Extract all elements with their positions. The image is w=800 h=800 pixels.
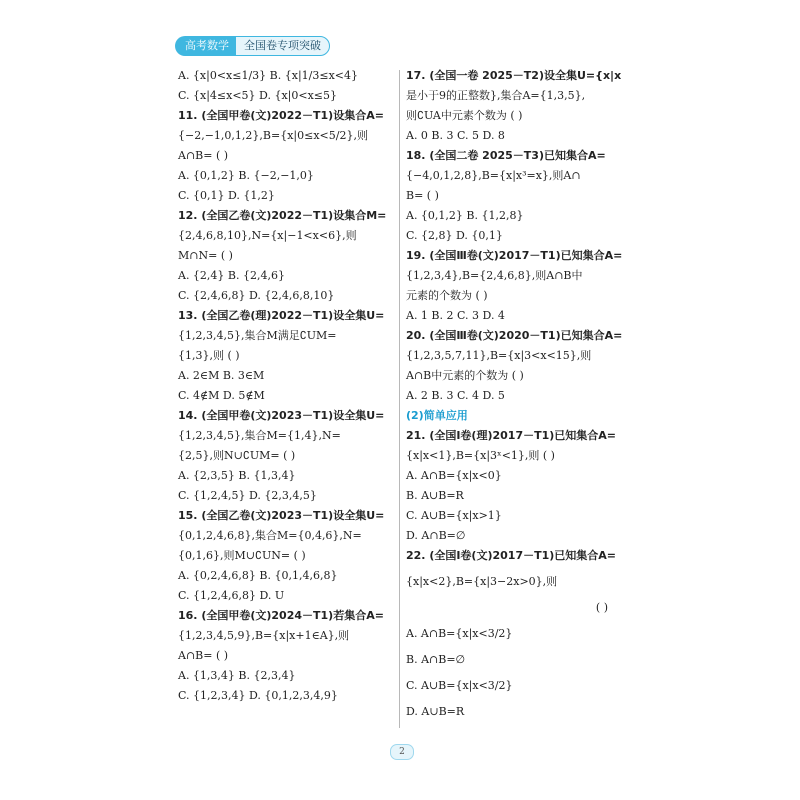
text-line: C. {1,2,4,5} D. {2,3,4,5}	[178, 489, 317, 502]
question-12: 12. (全国乙卷(文)2022－T1)设集合M=	[178, 209, 387, 222]
question-19: 19. (全国Ⅲ卷(文)2017－T1)已知集合A=	[406, 249, 623, 262]
series-badge: 全国卷专项突破	[235, 36, 330, 56]
text-line: C. A∪B={x|x<3/2}	[406, 679, 513, 692]
column-divider	[399, 70, 400, 728]
text-line: A. 1 B. 2 C. 3 D. 4	[406, 309, 505, 322]
text-line: {1,2,3,4,5},集合M={1,4},N=	[178, 429, 341, 442]
text-line: B. A∩B=∅	[406, 653, 466, 666]
text-line: {0,1,2,4,6,8},集合M={0,4,6},N=	[178, 529, 362, 542]
text-line: A. A∩B={x|x<0}	[406, 469, 502, 482]
text-line: A∩B= ( )	[178, 149, 229, 162]
text-line: A. {x|0<x≤1/3} B. {x|1/3≤x<4}	[178, 69, 359, 82]
text-line: {1,2,3,5,7,11},B={x|3<x<15},则	[406, 349, 592, 362]
text-line: 则∁UA中元素个数为 ( )	[406, 109, 523, 122]
text-line: {1,2,3,4},B={2,4,6,8},则A∩B中	[406, 269, 583, 282]
question-18: 18. (全国二卷 2025－T3)已知集合A=	[406, 149, 606, 162]
text-line: C. {2,4,6,8} D. {2,4,6,8,10}	[178, 289, 335, 302]
subject-badge: 高考数学	[175, 36, 235, 56]
text-line: C. {1,2,3,4} D. {0,1,2,3,4,9}	[178, 689, 338, 702]
question-14: 14. (全国甲卷(文)2023－T1)设全集U=	[178, 409, 385, 422]
right-column	[406, 66, 628, 722]
question-17: 17. (全国一卷 2025－T2)设全集U={x|x	[406, 69, 622, 82]
text-line: C. {2,8} D. {0,1}	[406, 229, 503, 242]
text-line: {1,2,3,4,5},集合M满足∁UM=	[178, 329, 337, 342]
text-line: A. {0,2,4,6,8} B. {0,1,4,6,8}	[178, 569, 338, 582]
text-line: C. {0,1} D. {1,2}	[178, 189, 275, 202]
question-22: 22. (全国Ⅰ卷(文)2017－T1)已知集合A=	[406, 549, 617, 562]
question-21: 21. (全国Ⅰ卷(理)2017－T1)已知集合A=	[406, 429, 617, 442]
text-line: D. A∩B=∅	[406, 529, 466, 542]
text-line: A. 0 B. 3 C. 5 D. 8	[406, 129, 505, 142]
text-line: B. A∪B=R	[406, 489, 464, 502]
text-line: {1,3},则 ( )	[178, 349, 240, 362]
text-line: {x|x<1},B={x|3ˣ<1},则 ( )	[406, 449, 555, 462]
question-20: 20. (全国Ⅲ卷(文)2020－T1)已知集合A=	[406, 329, 623, 342]
question-15: 15. (全国乙卷(文)2023－T1)设全集U=	[178, 509, 385, 522]
text-line: B= ( )	[406, 189, 439, 202]
text-line: A∩B= ( )	[178, 649, 229, 662]
text-line: {0,1,6},则M∪∁UN= ( )	[178, 549, 306, 562]
text-line: C. {1,2,4,6,8} D. U	[178, 589, 285, 602]
text-line: A∩B中元素的个数为 ( )	[406, 369, 524, 382]
text-line: C. {x|4≤x<5} D. {x|0<x≤5}	[178, 89, 338, 102]
text-line: 是小于9的正整数},集合A={1,3,5},	[406, 89, 586, 102]
text-line: {x|x<2},B={x|3−2x>0},则	[406, 575, 558, 588]
left-column	[178, 66, 388, 706]
text-line: C. 4∉M D. 5∉M	[178, 389, 265, 402]
question-11: 11. (全国甲卷(文)2022－T1)设集合A=	[178, 109, 384, 122]
text-line: {−4,0,1,2,8},B={x|x³=x},则A∩	[406, 169, 581, 182]
text-line: M∩N= ( )	[178, 249, 233, 262]
text-line: A. {1,3,4} B. {2,3,4}	[178, 669, 296, 682]
text-line: {2,4,6,8,10},N={x|−1<x<6},则	[178, 229, 357, 242]
text-line: A. {0,1,2} B. {1,2,8}	[406, 209, 524, 222]
text-line: A. {2,3,5} B. {1,3,4}	[178, 469, 296, 482]
question-16: 16. (全国甲卷(文)2024－T1)若集合A=	[178, 609, 384, 622]
text-line: C. A∪B={x|x>1}	[406, 509, 502, 522]
page-header	[175, 36, 330, 56]
text-line: {1,2,3,4,5,9},B={x|x+1∈A},则	[178, 629, 350, 642]
page-number: 2	[390, 744, 414, 760]
text-line: {−2,−1,0,1,2},B={x|0≤x<5/2},则	[178, 129, 368, 142]
text-line: ( )	[595, 601, 608, 614]
text-line: A. {2,4} B. {2,4,6}	[178, 269, 285, 282]
section-heading: (2)简单应用	[406, 409, 468, 422]
text-line: {2,5},则N∪∁UM= ( )	[178, 449, 296, 462]
text-line: A. 2 B. 3 C. 4 D. 5	[406, 389, 505, 402]
text-line: 元素的个数为 ( )	[406, 289, 488, 302]
text-line: D. A∪B=R	[406, 705, 465, 718]
question-13: 13. (全国乙卷(理)2022－T1)设全集U=	[178, 309, 385, 322]
text-line: A. 2∈M B. 3∈M	[178, 369, 265, 382]
text-line: A. A∩B={x|x<3/2}	[406, 627, 513, 640]
text-line: A. {0,1,2} B. {−2,−1,0}	[178, 169, 314, 182]
